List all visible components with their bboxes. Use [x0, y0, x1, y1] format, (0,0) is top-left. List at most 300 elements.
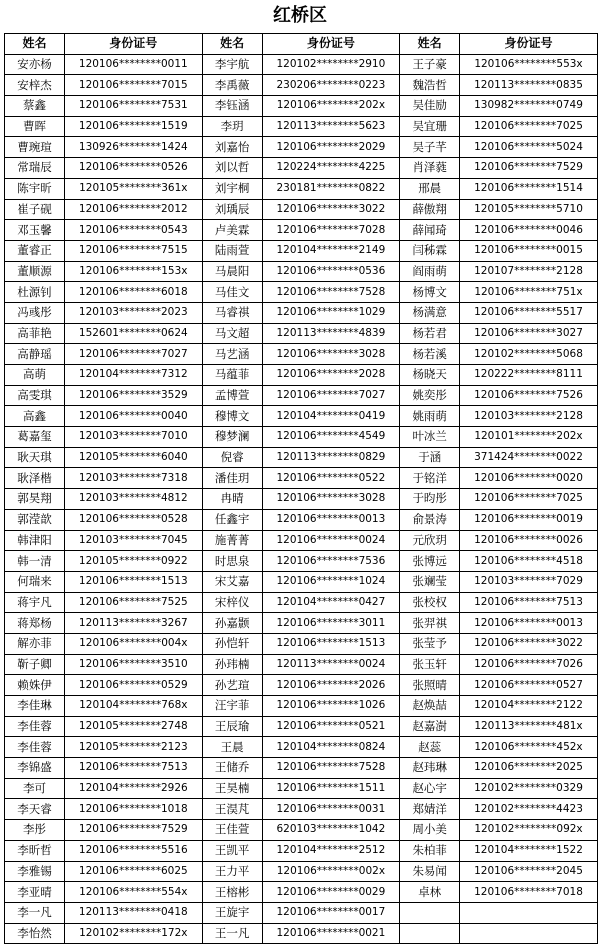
id-number-cell: 120105********2123	[65, 737, 203, 758]
name-cell: 王辰瑜	[202, 716, 262, 737]
table-row	[5, 261, 598, 282]
name-cell: 薛傲翔	[400, 199, 460, 220]
name-cell: 马艺涵	[202, 344, 262, 365]
name-cell: 吴佳励	[400, 96, 460, 117]
name-cell: 孙玮楠	[202, 654, 262, 675]
name-cell: 吴子芊	[400, 137, 460, 158]
id-number-cell: 120106********0015	[460, 240, 598, 261]
name-cell: 赵焕喆	[400, 696, 460, 717]
table-row	[5, 613, 598, 634]
name-cell: 韩津阳	[5, 530, 65, 551]
table-row	[5, 696, 598, 717]
id-number-cell: 120102********172x	[65, 923, 203, 944]
id-number-cell	[460, 902, 598, 923]
id-number-cell: 120106********0020	[460, 468, 598, 489]
name-cell: 常瑞辰	[5, 158, 65, 179]
name-cell: 王凯平	[202, 840, 262, 861]
id-number-cell: 120106********3028	[262, 489, 400, 510]
table-row	[5, 675, 598, 696]
id-number-cell: 120106********002x	[262, 861, 400, 882]
name-cell: 元欣玥	[400, 530, 460, 551]
table-row	[5, 778, 598, 799]
id-number-cell: 620103********1042	[262, 820, 400, 841]
name-cell: 葛嘉玺	[5, 427, 65, 448]
id-number-cell: 120106********0543	[65, 220, 203, 241]
name-cell: 穆博文	[202, 406, 262, 427]
table-body	[5, 54, 598, 944]
name-cell: 张羿祺	[400, 613, 460, 634]
name-cell: 张照晴	[400, 675, 460, 696]
name-cell: 张斓莹	[400, 571, 460, 592]
name-cell: 耿泽楷	[5, 468, 65, 489]
id-number-cell: 120106********5517	[460, 302, 598, 323]
name-cell: 王旋宇	[202, 902, 262, 923]
id-number-cell: 120106********7027	[65, 344, 203, 365]
id-number-cell: 120106********3510	[65, 654, 203, 675]
name-cell: 高鑫	[5, 406, 65, 427]
name-cell: 俞景涛	[400, 509, 460, 530]
id-number-cell: 230206********0223	[262, 75, 400, 96]
name-cell: 蒋宇凡	[5, 592, 65, 613]
name-cell: 郭昊翔	[5, 489, 65, 510]
table-row	[5, 861, 598, 882]
id-number-cell: 120106********0029	[262, 882, 400, 903]
name-cell: 李雅锡	[5, 861, 65, 882]
id-number-cell: 120106********1018	[65, 799, 203, 820]
id-number-cell: 120105********361x	[65, 178, 203, 199]
name-cell: 李昕哲	[5, 840, 65, 861]
name-cell: 刘瑀辰	[202, 199, 262, 220]
id-number-cell: 120104********0427	[262, 592, 400, 613]
name-cell: 周小美	[400, 820, 460, 841]
id-number-cell: 120106********7531	[65, 96, 203, 117]
name-cell: 郑婧洋	[400, 799, 460, 820]
name-cell: 高静瑶	[5, 344, 65, 365]
name-cell: 王储乔	[202, 758, 262, 779]
table-row	[5, 199, 598, 220]
id-number-cell: 120106********7027	[262, 385, 400, 406]
id-number-cell: 120106********6025	[65, 861, 203, 882]
name-cell: 杨若君	[400, 323, 460, 344]
table-row	[5, 75, 598, 96]
id-number-cell: 120106********1026	[262, 696, 400, 717]
name-cell: 高菲艳	[5, 323, 65, 344]
header-name-1: 姓名	[5, 34, 65, 55]
name-cell: 杨晓天	[400, 365, 460, 386]
header-id-2: 身份证号	[262, 34, 400, 55]
id-number-cell: 120106********0013	[460, 613, 598, 634]
name-cell: 卢美霖	[202, 220, 262, 241]
name-cell: 于涵	[400, 447, 460, 468]
id-number-cell: 120224********4225	[262, 158, 400, 179]
name-cell: 李彤	[5, 820, 65, 841]
table-row	[5, 302, 598, 323]
table-row	[5, 365, 598, 386]
name-cell: 李玥	[202, 116, 262, 137]
name-cell: 曹晖	[5, 116, 65, 137]
id-number-cell: 120101********202x	[460, 427, 598, 448]
id-number-cell: 120106********5024	[460, 137, 598, 158]
table-row	[5, 509, 598, 530]
id-number-cell: 120106********7025	[460, 116, 598, 137]
table-row	[5, 758, 598, 779]
id-number-cell: 120104********2149	[262, 240, 400, 261]
name-cell: 马佳文	[202, 282, 262, 303]
table-row	[5, 344, 598, 365]
name-cell: 冯彧彤	[5, 302, 65, 323]
name-cell: 孟博萱	[202, 385, 262, 406]
id-number-cell: 120106********202x	[262, 96, 400, 117]
table-row	[5, 220, 598, 241]
id-number-cell: 120106********0040	[65, 406, 203, 427]
id-number-cell: 120106********7018	[460, 882, 598, 903]
name-cell: 任鑫宇	[202, 509, 262, 530]
id-number-cell: 120103********4812	[65, 489, 203, 510]
name-cell: 蒋郑杨	[5, 613, 65, 634]
id-number-cell: 120106********7526	[460, 385, 598, 406]
name-cell: 赖姝伊	[5, 675, 65, 696]
id-number-cell: 120104********7312	[65, 365, 203, 386]
name-cell: 朱易闻	[400, 861, 460, 882]
name-cell: 卓林	[400, 882, 460, 903]
id-number-cell: 120106********0526	[65, 158, 203, 179]
table-row	[5, 137, 598, 158]
id-number-cell: 120106********1511	[262, 778, 400, 799]
name-cell: 赵嘉澍	[400, 716, 460, 737]
id-number-cell: 120103********7010	[65, 427, 203, 448]
name-cell: 孙恺轩	[202, 633, 262, 654]
id-number-cell: 120106********3529	[65, 385, 203, 406]
name-cell: 董睿正	[5, 240, 65, 261]
name-cell	[400, 923, 460, 944]
name-cell: 李钰涵	[202, 96, 262, 117]
id-number-cell: 130926********1424	[65, 137, 203, 158]
id-number-cell: 120106********553x	[460, 54, 598, 75]
id-number-cell: 120106********2025	[460, 758, 598, 779]
id-number-cell: 120106********0527	[460, 675, 598, 696]
id-number-cell: 120106********3022	[460, 633, 598, 654]
table-row	[5, 592, 598, 613]
id-number-cell: 120106********0529	[65, 675, 203, 696]
name-cell: 王榕彬	[202, 882, 262, 903]
name-cell: 姚奕彤	[400, 385, 460, 406]
table-row	[5, 427, 598, 448]
id-number-cell: 120106********751x	[460, 282, 598, 303]
name-cell: 张博远	[400, 551, 460, 572]
name-cell: 李亚晴	[5, 882, 65, 903]
id-number-cell: 152601********0624	[65, 323, 203, 344]
name-cell: 李禹薇	[202, 75, 262, 96]
id-number-cell: 120103********2128	[460, 406, 598, 427]
table-row	[5, 282, 598, 303]
id-number-cell: 120106********1514	[460, 178, 598, 199]
id-number-cell: 120102********4423	[460, 799, 598, 820]
id-number-cell: 120106********3011	[262, 613, 400, 634]
name-cell: 肖泽蕤	[400, 158, 460, 179]
table-row	[5, 468, 598, 489]
id-number-cell: 120222********8111	[460, 365, 598, 386]
header-id-3: 身份证号	[460, 34, 598, 55]
name-cell: 李佳琳	[5, 696, 65, 717]
name-cell: 王佳萱	[202, 820, 262, 841]
id-number-cell: 120104********0824	[262, 737, 400, 758]
id-number-cell: 120106********7525	[65, 592, 203, 613]
table-row	[5, 571, 598, 592]
table-row	[5, 737, 598, 758]
name-cell: 魏浩哲	[400, 75, 460, 96]
id-number-cell: 120106********7528	[262, 758, 400, 779]
name-cell: 杨若溪	[400, 344, 460, 365]
name-cell: 李锦盛	[5, 758, 65, 779]
id-number-cell: 120113********0024	[262, 654, 400, 675]
id-number-cell: 120106********7529	[460, 158, 598, 179]
name-cell: 赵蕊	[400, 737, 460, 758]
name-cell: 曹琬瑄	[5, 137, 65, 158]
name-cell: 杨博文	[400, 282, 460, 303]
name-cell: 陆雨萱	[202, 240, 262, 261]
id-table	[4, 33, 598, 944]
table-row	[5, 489, 598, 510]
name-cell: 耿天琪	[5, 447, 65, 468]
name-cell: 安梓杰	[5, 75, 65, 96]
id-number-cell: 120106********7536	[262, 551, 400, 572]
header-name-2: 姓名	[202, 34, 262, 55]
id-number-cell: 120106********0031	[262, 799, 400, 820]
id-number-cell: 120106********0528	[65, 509, 203, 530]
id-number-cell: 120106********4518	[460, 551, 598, 572]
name-cell: 潘佳玥	[202, 468, 262, 489]
id-number-cell: 120106********4549	[262, 427, 400, 448]
id-number-cell: 120106********2028	[262, 365, 400, 386]
name-cell: 张莹予	[400, 633, 460, 654]
name-cell: 王淏芃	[202, 799, 262, 820]
table-row	[5, 116, 598, 137]
name-cell: 叶冰兰	[400, 427, 460, 448]
table-row	[5, 158, 598, 179]
id-number-cell: 120105********6040	[65, 447, 203, 468]
name-cell: 韩一清	[5, 551, 65, 572]
name-cell: 马睿祺	[202, 302, 262, 323]
name-cell: 邓玉馨	[5, 220, 65, 241]
name-cell: 解亦菲	[5, 633, 65, 654]
table-row	[5, 882, 598, 903]
id-number-cell: 120105********0922	[65, 551, 203, 572]
name-cell: 孙嘉颢	[202, 613, 262, 634]
id-number-cell: 120106********153x	[65, 261, 203, 282]
id-number-cell: 120103********7029	[460, 571, 598, 592]
id-number-cell: 120106********1029	[262, 302, 400, 323]
name-cell: 李天睿	[5, 799, 65, 820]
id-number-cell: 120106********7515	[65, 240, 203, 261]
name-cell: 刘以哲	[202, 158, 262, 179]
name-cell: 王子豪	[400, 54, 460, 75]
header-row	[5, 34, 598, 55]
name-cell: 汪宇菲	[202, 696, 262, 717]
name-cell: 赵玮琳	[400, 758, 460, 779]
id-number-cell: 120106********0024	[262, 530, 400, 551]
table-row	[5, 799, 598, 820]
header-id-1: 身份证号	[65, 34, 203, 55]
id-number-cell: 120104********0419	[262, 406, 400, 427]
id-number-cell: 120105********2748	[65, 716, 203, 737]
id-number-cell: 120102********092x	[460, 820, 598, 841]
table-row	[5, 654, 598, 675]
name-cell: 李一凡	[5, 902, 65, 923]
name-cell: 蔡鑫	[5, 96, 65, 117]
name-cell: 靳子卿	[5, 654, 65, 675]
name-cell: 姚雨萌	[400, 406, 460, 427]
id-number-cell: 120102********0329	[460, 778, 598, 799]
name-cell: 邢晨	[400, 178, 460, 199]
id-number-cell: 120113********5623	[262, 116, 400, 137]
name-cell: 冉晴	[202, 489, 262, 510]
name-cell: 何瑞来	[5, 571, 65, 592]
id-number-cell: 120106********7528	[262, 282, 400, 303]
id-number-cell: 120102********5068	[460, 344, 598, 365]
header-name-3: 姓名	[400, 34, 460, 55]
id-number-cell: 120106********3027	[460, 323, 598, 344]
id-number-cell: 120106********1024	[262, 571, 400, 592]
page-title: 红桥区	[273, 5, 327, 26]
name-cell: 张玉轩	[400, 654, 460, 675]
id-number-cell: 120106********1513	[262, 633, 400, 654]
id-number-cell: 120106********1513	[65, 571, 203, 592]
id-number-cell: 120106********004x	[65, 633, 203, 654]
name-cell: 孙艺瑄	[202, 675, 262, 696]
table-row	[5, 551, 598, 572]
name-cell: 马蕴菲	[202, 365, 262, 386]
table-row	[5, 323, 598, 344]
name-cell: 崔子砚	[5, 199, 65, 220]
name-cell: 闫秭霖	[400, 240, 460, 261]
id-number-cell: 120113********481x	[460, 716, 598, 737]
table-row	[5, 902, 598, 923]
id-number-cell: 120106********554x	[65, 882, 203, 903]
name-cell: 李可	[5, 778, 65, 799]
name-cell: 刘嘉怡	[202, 137, 262, 158]
id-number-cell: 130982********0749	[460, 96, 598, 117]
id-number-cell: 120113********3267	[65, 613, 203, 634]
name-cell: 时思泉	[202, 551, 262, 572]
name-cell: 吴宜珊	[400, 116, 460, 137]
id-number-cell: 120103********7045	[65, 530, 203, 551]
id-number-cell: 120106********0521	[262, 716, 400, 737]
name-cell: 倪睿	[202, 447, 262, 468]
id-number-cell: 120106********0019	[460, 509, 598, 530]
id-number-cell: 371424********0022	[460, 447, 598, 468]
table-row	[5, 633, 598, 654]
id-number-cell: 120106********0026	[460, 530, 598, 551]
id-number-cell: 120104********2512	[262, 840, 400, 861]
id-number-cell: 120106********7513	[460, 592, 598, 613]
name-cell: 高雯琪	[5, 385, 65, 406]
name-cell: 杨满意	[400, 302, 460, 323]
id-number-cell: 120106********2012	[65, 199, 203, 220]
table-row	[5, 447, 598, 468]
table-row	[5, 240, 598, 261]
name-cell: 董顺源	[5, 261, 65, 282]
name-cell: 王昊楠	[202, 778, 262, 799]
name-cell: 李佳蓉	[5, 716, 65, 737]
table-row	[5, 54, 598, 75]
name-cell: 王晨	[202, 737, 262, 758]
id-number-cell: 120106********0011	[65, 54, 203, 75]
name-cell: 刘宇桐	[202, 178, 262, 199]
name-cell: 杜源钊	[5, 282, 65, 303]
name-cell: 宋艾嘉	[202, 571, 262, 592]
id-number-cell: 120103********2023	[65, 302, 203, 323]
name-cell: 宋梓仪	[202, 592, 262, 613]
table-row	[5, 406, 598, 427]
id-number-cell: 120106********7513	[65, 758, 203, 779]
id-number-cell: 120106********452x	[460, 737, 598, 758]
id-number-cell: 120106********7015	[65, 75, 203, 96]
table-row	[5, 840, 598, 861]
id-number-cell: 120104********768x	[65, 696, 203, 717]
id-number-cell	[460, 923, 598, 944]
id-number-cell: 120106********7025	[460, 489, 598, 510]
name-cell: 马文超	[202, 323, 262, 344]
table-row	[5, 96, 598, 117]
id-number-cell: 120113********0418	[65, 902, 203, 923]
id-number-cell: 120106********7026	[460, 654, 598, 675]
table-row	[5, 820, 598, 841]
table-row	[5, 923, 598, 944]
id-number-cell: 120113********0829	[262, 447, 400, 468]
id-number-cell: 120106********2029	[262, 137, 400, 158]
name-cell: 王一凡	[202, 923, 262, 944]
id-number-cell: 120106********1519	[65, 116, 203, 137]
name-cell: 安亦杨	[5, 54, 65, 75]
id-number-cell: 120106********2026	[262, 675, 400, 696]
id-number-cell: 120103********7318	[65, 468, 203, 489]
name-cell: 马晨阳	[202, 261, 262, 282]
id-number-cell: 120106********0046	[460, 220, 598, 241]
id-number-cell: 120106********0536	[262, 261, 400, 282]
name-cell	[400, 902, 460, 923]
name-cell: 朱柏菲	[400, 840, 460, 861]
name-cell: 李佳蓉	[5, 737, 65, 758]
id-number-cell: 120106********0522	[262, 468, 400, 489]
name-cell: 于昀彤	[400, 489, 460, 510]
id-number-cell: 120106********3022	[262, 199, 400, 220]
id-number-cell: 120106********5516	[65, 840, 203, 861]
name-cell: 施菁菁	[202, 530, 262, 551]
id-number-cell: 120106********7529	[65, 820, 203, 841]
id-number-cell: 120113********4839	[262, 323, 400, 344]
table-row	[5, 530, 598, 551]
name-cell: 郭滢歆	[5, 509, 65, 530]
name-cell: 张校权	[400, 592, 460, 613]
id-number-cell: 120106********0021	[262, 923, 400, 944]
name-cell: 赵心宇	[400, 778, 460, 799]
id-number-cell: 120107********2128	[460, 261, 598, 282]
id-number-cell: 120106********3028	[262, 344, 400, 365]
table-row	[5, 178, 598, 199]
id-number-cell: 120106********7028	[262, 220, 400, 241]
name-cell: 薛闻琦	[400, 220, 460, 241]
id-number-cell: 120104********1522	[460, 840, 598, 861]
id-number-cell: 120113********0835	[460, 75, 598, 96]
id-number-cell: 120104********2926	[65, 778, 203, 799]
id-number-cell: 120104********2122	[460, 696, 598, 717]
name-cell: 阎雨萌	[400, 261, 460, 282]
table-row	[5, 385, 598, 406]
name-cell: 李宇航	[202, 54, 262, 75]
table-row	[5, 716, 598, 737]
id-number-cell: 120106********6018	[65, 282, 203, 303]
name-cell: 李怡然	[5, 923, 65, 944]
